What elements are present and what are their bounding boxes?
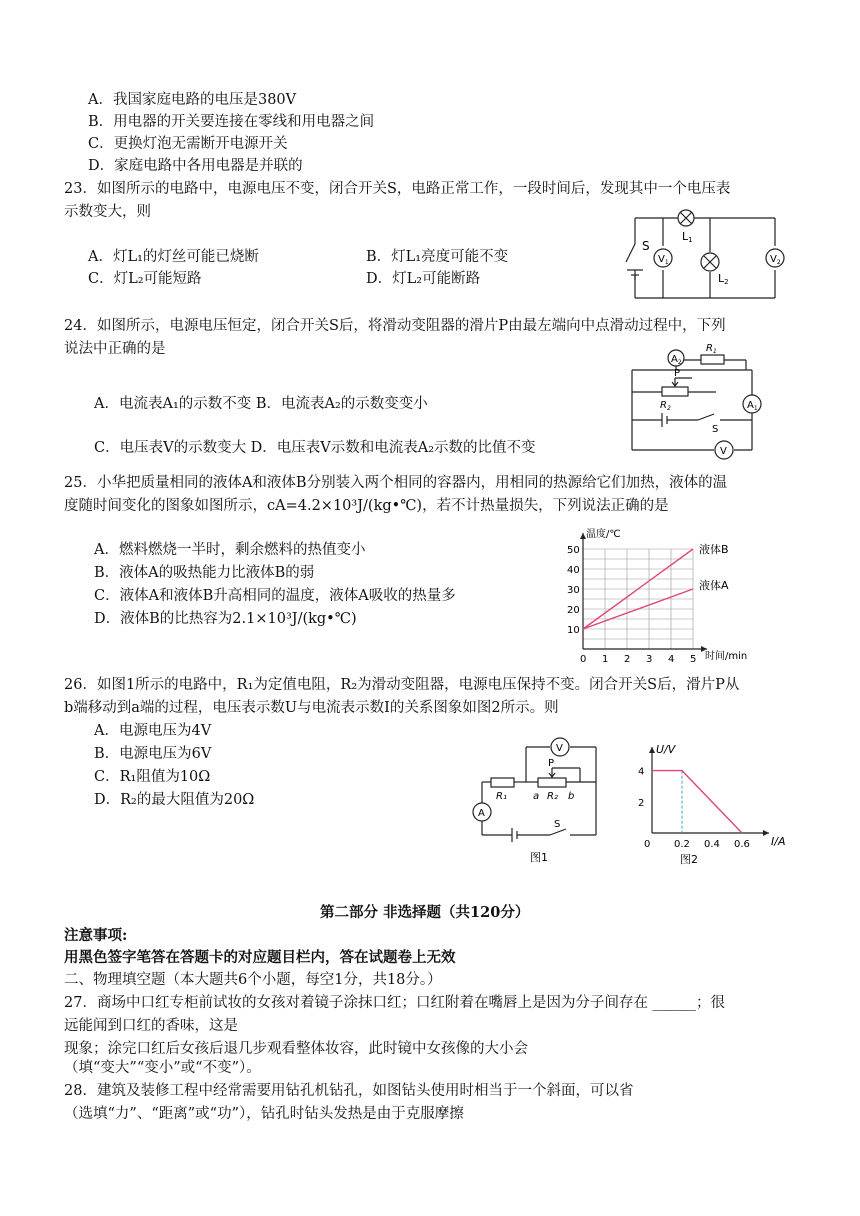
q28-line2: （选填“力”、“距离”或“功”），钻孔时钻头发热是由于克服摩擦 bbox=[64, 1106, 464, 1122]
part2-answer-rule: 用黑色签字笔答在答题卡的对应题目栏内，答在试题卷上无效 bbox=[64, 949, 456, 966]
q24-fig-r2-label: $R_2$ bbox=[660, 400, 671, 412]
q26-fig1-v-label: V bbox=[556, 743, 563, 754]
q27-line4: （填“变大”“变小”或“不变”）。 bbox=[64, 1060, 261, 1076]
q26-stem-line2: b端移动到a端的过程，电压表示数U与电流表示数I的关系图象如图2所示。则 bbox=[64, 700, 559, 716]
q25-stem-line1: 25．小华把质量相同的液体A和液体B分别装入两个相同的容器内，用相同的热源给它们加热，液体的温 bbox=[64, 475, 728, 491]
q23-option-a: A．灯L₁的灯丝可能已烧断 bbox=[88, 249, 259, 265]
series-label: 液体A bbox=[699, 579, 729, 592]
q25-temperature-chart bbox=[555, 525, 748, 665]
q23-fig-l1-label: L1 bbox=[682, 230, 693, 244]
q24-options-ab: A．电流表A₁的示数不变 B．电流表A₂的示数变变小 bbox=[94, 396, 428, 412]
q26-fig1-caption: 图1 bbox=[530, 851, 548, 864]
q22-option-d: D．家庭电路中各用电器是并联的 bbox=[88, 158, 303, 174]
x-tick-label: 0.4 bbox=[704, 839, 720, 850]
x-tick-label: 2 bbox=[624, 654, 631, 665]
x-axis-label: I/A bbox=[771, 835, 786, 848]
q24-fig-a2-label: $A_2$ bbox=[671, 354, 682, 366]
q26-fig1-a-label: a bbox=[533, 791, 540, 802]
q24-circuit-figure bbox=[626, 340, 766, 458]
q24-fig-v-label: V bbox=[720, 446, 727, 457]
x-tick-label: 0.6 bbox=[734, 839, 750, 850]
q25-stem-line2: 度随时间变化的图象如图所示，cA=4.2×10³J/(kg•℃)，若不计热量损失，下列说法正确的是 bbox=[64, 498, 669, 514]
q26-fig1-r2-label: R₂ bbox=[547, 791, 558, 802]
q26-fig2-ui-graph bbox=[630, 735, 790, 865]
x-axis-label: 时间/min bbox=[705, 651, 748, 662]
x-tick-label: 3 bbox=[646, 654, 653, 665]
q24-fig-r1-label: $R_1$ bbox=[706, 343, 717, 355]
q26-option-c: C．R₁阻值为10Ω bbox=[94, 769, 211, 785]
q22-option-a: A．我国家庭电路的电压是380V bbox=[88, 92, 297, 108]
x-tick-label: 0 bbox=[644, 839, 651, 850]
q24-fig-p-label: P bbox=[674, 368, 681, 379]
y-axis-arrow bbox=[649, 747, 655, 753]
part2-notice-heading: 注意事项: bbox=[64, 927, 128, 944]
ui-series-line bbox=[652, 771, 742, 833]
x-tick-label: 1 bbox=[602, 654, 609, 665]
x-tick-label: 5 bbox=[690, 654, 697, 665]
q22-option-c: C．更换灯泡无需断开电源开关 bbox=[88, 136, 288, 152]
q23-fig-l2-label: L2 bbox=[718, 272, 729, 286]
q23-stem-line1: 23．如图所示的电路中，电源电压不变，闭合开关S，电路正常工作，一段时间后，发现其中一个电压表 bbox=[64, 181, 731, 197]
q26-fig1-p-label: P bbox=[548, 758, 555, 769]
q23-fig-v1-label: $V_1$ bbox=[658, 254, 669, 266]
q25-option-a: A．燃料燃烧一半时，剩余燃料的热值变小 bbox=[94, 542, 366, 558]
q26-option-a: A．电源电压为4V bbox=[94, 723, 212, 739]
q27-line1: 27．商场中口红专柜前试妆的女孩对着镜子涂抹口红；口红附着在嘴唇上是因为分子间存在 ______；很 bbox=[64, 995, 726, 1011]
q23-option-b: B．灯L₁亮度可能不变 bbox=[366, 249, 509, 265]
q25-option-c: C．液体A和液体B升高相同的温度，液体A吸收的热量多 bbox=[94, 588, 456, 604]
q27-line2: 远能闻到口红的香味，这是 bbox=[64, 1018, 238, 1034]
fig2-caption: 图2 bbox=[680, 853, 698, 866]
q23-stem-line2: 示数变大，则 bbox=[64, 204, 151, 220]
q23-fig-v2-label: $V_2$ bbox=[770, 254, 781, 266]
q26-fig1-circuit bbox=[470, 735, 605, 865]
q23-circuit-figure bbox=[610, 210, 785, 305]
x-tick-label: 0 bbox=[580, 654, 587, 665]
x-tick-label: 0.2 bbox=[674, 839, 690, 850]
y-tick-label: 30 bbox=[567, 585, 580, 596]
q25-option-d: D．液体B的比热容为2.1×10³J/(kg•℃) bbox=[94, 611, 357, 627]
q23-option-c: C．灯L₂可能短路 bbox=[88, 271, 202, 287]
q26-stem-line1: 26．如图1所示的电路中，R₁为定值电阻，R₂为滑动变阻器，电源电压保持不变。闭合开关S后，滑片P从 bbox=[64, 677, 740, 693]
q23-fig-s-label: S bbox=[642, 239, 650, 253]
q27-line3: 现象；涂完口红后女孩后退几步观看整体妆容，此时镜中女孩像的大小会 bbox=[64, 1041, 528, 1057]
q28-line1: 28．建筑及装修工程中经常需要用钻孔机钻孔，如图钻头使用时相当于一个斜面，可以省 bbox=[64, 1083, 634, 1099]
part2-title: 第二部分 非选择题（共120分） bbox=[320, 904, 530, 921]
q26-fig1-b-label: b bbox=[568, 791, 575, 802]
q24-options-cd: C．电压表V的示数变大 D．电压表V示数和电流表A₂示数的比值不变 bbox=[94, 440, 536, 456]
x-axis-arrow bbox=[763, 830, 769, 836]
q24-stem-line1: 24．如图所示，电源电压恒定，闭合开关S后，将滑动变阻器的滑片P由最左端向中点滑动过程中，下列 bbox=[64, 318, 726, 334]
y-tick-label: 2 bbox=[638, 797, 645, 809]
y-tick-label: 4 bbox=[638, 766, 645, 778]
q26-option-d: D．R₂的最大阻值为20Ω bbox=[94, 792, 255, 808]
q24-fig-a1-label: $A_1$ bbox=[747, 400, 758, 412]
q23-option-d: D．灯L₂可能断路 bbox=[366, 271, 481, 287]
q24-stem-line2: 说法中正确的是 bbox=[64, 341, 166, 357]
q22-option-b: B．用电器的开关要连接在零线和用电器之间 bbox=[88, 114, 375, 130]
series-label: 液体B bbox=[699, 543, 729, 556]
q24-fig-s-label: S bbox=[712, 424, 719, 435]
y-tick-label: 50 bbox=[567, 545, 580, 556]
x-tick-label: 4 bbox=[668, 654, 675, 665]
q26-option-b: B．电源电压为6V bbox=[94, 746, 212, 762]
q26-fig1-a-meter-label: A bbox=[478, 808, 485, 819]
y-tick-label: 20 bbox=[567, 605, 580, 616]
q26-fig1-r1-label: R₁ bbox=[496, 791, 507, 802]
part2-section-heading: 二、物理填空题（本大题共6个小题，每空1分，共18分。） bbox=[64, 972, 442, 988]
y-tick-label: 40 bbox=[567, 565, 580, 576]
y-tick-label: 10 bbox=[567, 625, 580, 636]
y-axis-label: U/V bbox=[656, 743, 676, 756]
y-axis-label: 温度/℃ bbox=[586, 529, 621, 540]
q25-option-b: B．液体A的吸热能力比液体B的弱 bbox=[94, 565, 315, 581]
q26-fig1-s-label: S bbox=[554, 819, 561, 830]
